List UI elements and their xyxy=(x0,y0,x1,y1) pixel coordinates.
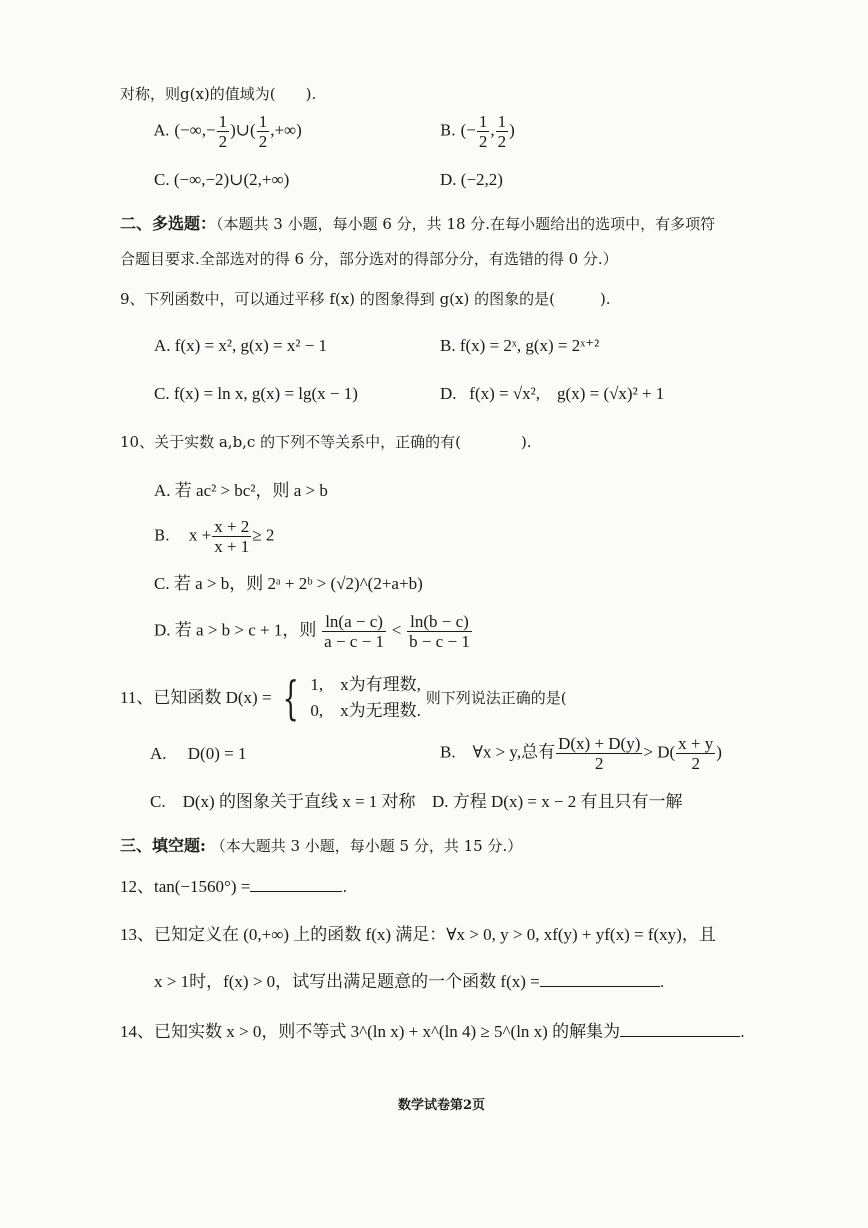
page-footer: 数学试卷第2页 xyxy=(398,1098,486,1113)
q10-stem: 10、关于实数 a,b,c 的下列不等关系中，正确的有( ). xyxy=(120,433,532,451)
q14: 14、已知实数 x > 0，则不等式 3^(ln x) + x^(ln 4) ≥ 5^(ln x) 的解集为 . xyxy=(120,1022,745,1041)
piecewise-brace: { xyxy=(282,671,300,725)
q11-option-a[interactable]: A. D(0) = 1 xyxy=(150,744,247,763)
section3-header: 三、填空题: （本大题共 3 小题，每小题 5 分，共 15 分.） xyxy=(120,836,523,855)
piecewise-cases: 1, x为有理数, 0, x为无理数. xyxy=(310,675,421,720)
q13-line2: x > 1时，f(x) > 0，试写出满足题意的一个函数 f(x) = . xyxy=(154,972,665,991)
q11-stem: 11、已知函数 D(x) = { 1, x为有理数, 0, x为无理数. 则下列说法正确的是( xyxy=(120,671,567,725)
q14-answer-blank[interactable] xyxy=(620,1022,740,1037)
q8-option-d[interactable]: D. (−2,2) xyxy=(440,170,503,189)
q10-option-c[interactable]: C. 若 a > b，则 2ᵃ + 2ᵇ > (√2)^(2+a+b) xyxy=(154,574,423,593)
q12: 12、tan(−1560°) = . xyxy=(120,877,348,896)
q13-line1: 13、已知定义在 (0,+∞) 上的函数 f(x) 满足：∀x > 0, y > 0, xf(y) + yf(x) = f(xy)，且 xyxy=(120,925,716,944)
q8-tail: 对称，则g(x)的值域为( ). xyxy=(120,85,317,103)
q9-option-d[interactable]: D. f(x) = √x², g(x) = (√x)² + 1 xyxy=(440,384,665,403)
q9-stem: 9、下列函数中，可以通过平移 f(x) 的图象得到 g(x) 的图象的是( ). xyxy=(120,290,611,308)
q10-option-a[interactable]: A. 若 ac² > bc²，则 a > b xyxy=(154,481,328,500)
q13-answer-blank[interactable] xyxy=(540,972,660,987)
q8-option-a[interactable]: A. (−∞,− $\frac{1}{2}$ )∪( $\frac{1}{2}$ ,+∞) xyxy=(154,112,302,151)
q11-option-d[interactable]: D. 方程 D(x) = x − 2 有且只有一解 xyxy=(432,792,683,811)
q9-option-c[interactable]: C. f(x) = ln x, g(x) = lg(x − 1) xyxy=(154,384,358,403)
q11-option-c[interactable]: C. D(x) 的图象关于直线 x = 1 对称 xyxy=(150,792,416,811)
q9-option-b[interactable]: B. f(x) = 2ˣ, g(x) = 2ˣ⁺² xyxy=(440,336,600,355)
q8-option-b[interactable]: B. (− $\frac{1}{2}$ , $\frac{1}{2}$ ) xyxy=(440,112,515,151)
q9-option-a[interactable]: A. f(x) = x², g(x) = x² − 1 xyxy=(154,336,328,355)
q12-answer-blank[interactable] xyxy=(250,877,342,892)
q8-option-c[interactable]: C. (−∞,−2)∪(2,+∞) xyxy=(154,170,290,189)
section2-desc: 合题目要求.全部选对的得 6 分，部分选对的得部分分，有选错的得 0 分.） xyxy=(120,250,618,268)
q10-option-d[interactable]: D. 若 a > b > c + 1，则 $\frac{\ln(a - c)}{a - c - 1}$ < $\frac{\ln(b - c)}{b - c - 1}$ xyxy=(154,612,470,651)
q11-option-b[interactable]: B. ∀x > y,总有 $\frac{D(x) + D(y)}{2}$ > D( $\frac{x + y}{2}$ ) xyxy=(440,734,722,773)
q10-option-b[interactable]: B. x + $\frac{x + 2}{x + 1}$ ≥ 2 xyxy=(154,517,275,556)
section2-header: 二、多选题：（本题共 3 小题，每小题 6 分，共 18 分.在每小题给出的选项中，有多项符 xyxy=(120,214,716,233)
